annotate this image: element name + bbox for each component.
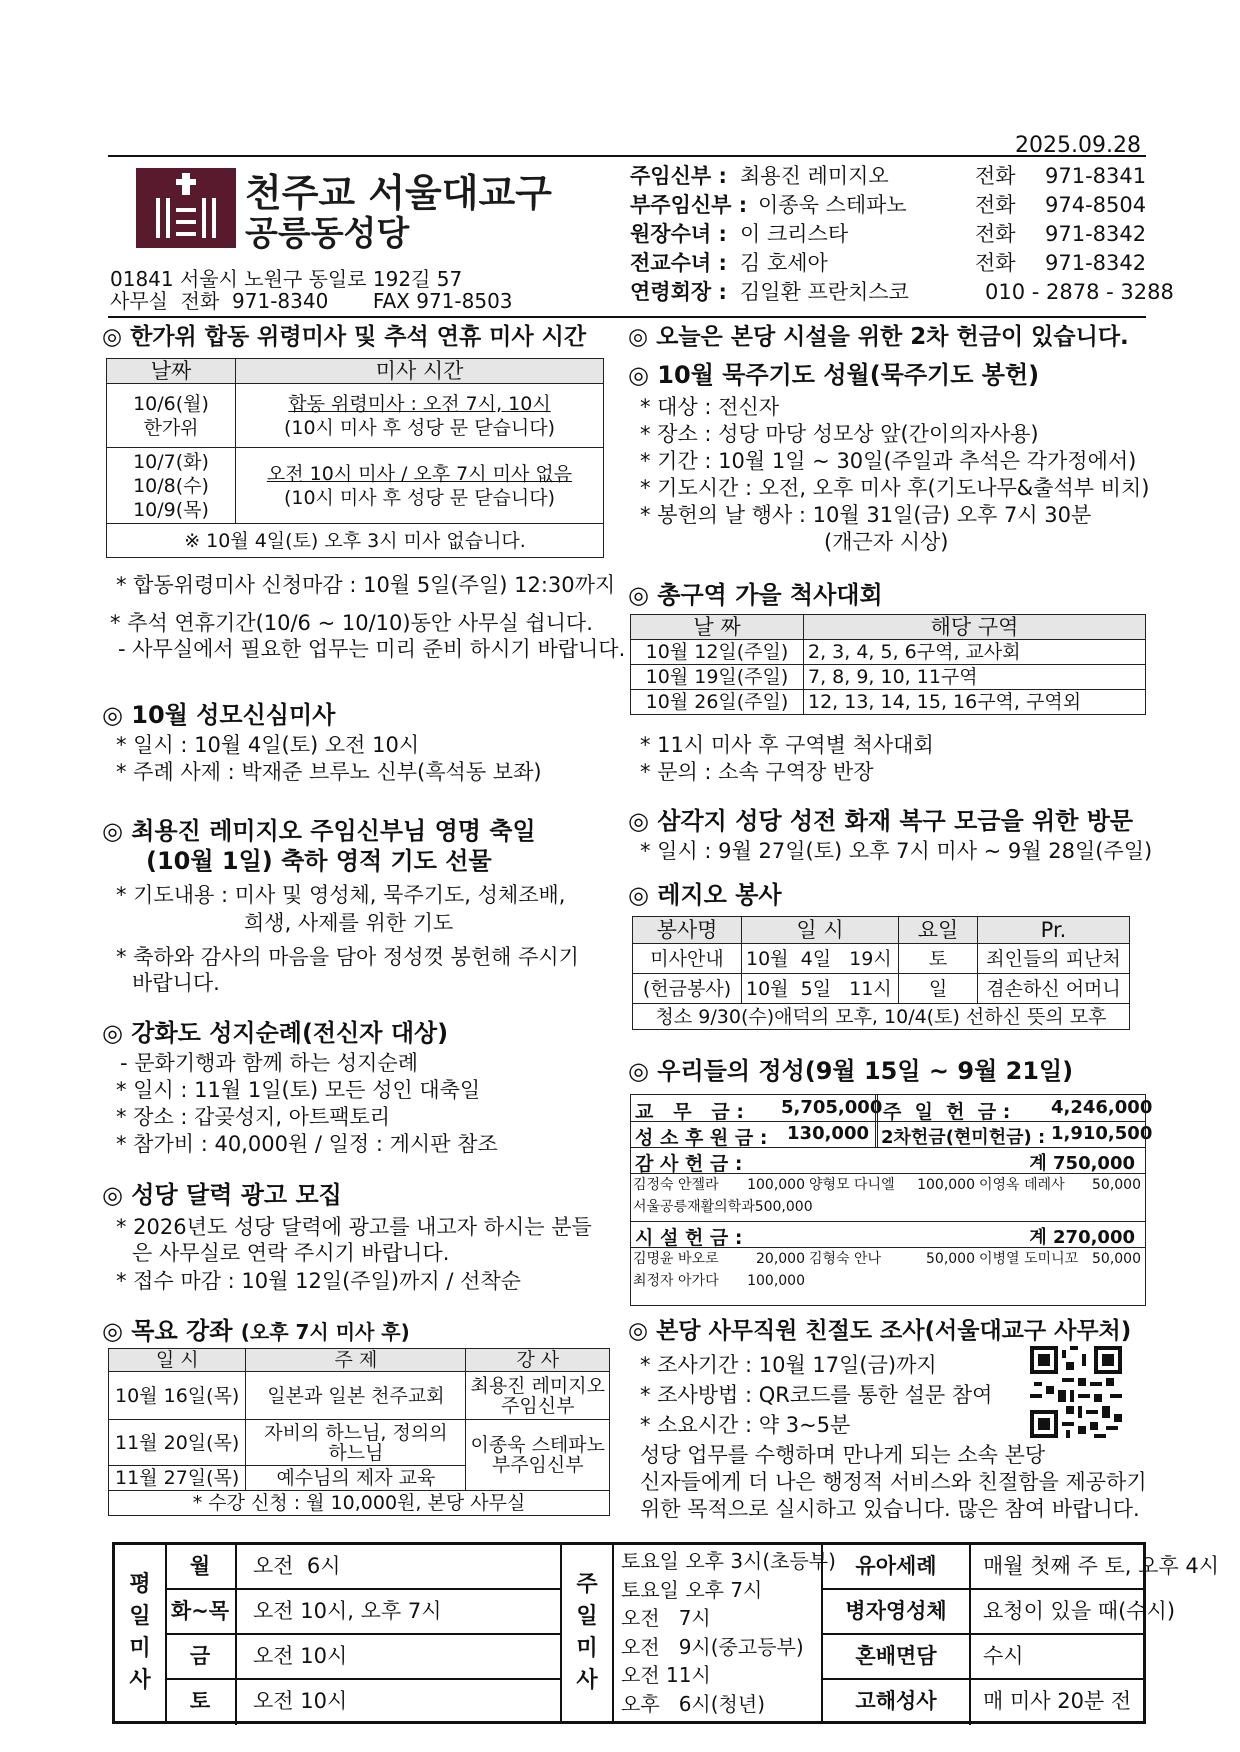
offering-amount: 130,000 [787, 1123, 869, 1144]
qr-code-icon[interactable] [1030, 1346, 1122, 1438]
donor-amount: 100,000 [747, 1177, 805, 1193]
mass-time: 토요일 오후 3시(초등부) [621, 1549, 836, 1573]
donor-name: 김명윤 바오로 [633, 1251, 719, 1267]
sacrament-time: 요청이 있을 때(수시) [983, 1599, 1176, 1623]
note: - 사무실에서 필요한 업무는 미리 준비 하시기 바랍니다. [118, 637, 626, 661]
label-char: 사 [129, 1668, 151, 1693]
offering-total: 계 270,000 [1029, 1227, 1135, 1248]
section-title-calendar-ad: ◎ 성당 달력 광고 모집 [102, 1181, 342, 1209]
detail-line: * 기도시간 : 오전, 오후 미사 후(기도나무&출석부 비치) [640, 476, 1150, 500]
mass-time: 오전 10시, 오후 7시 [253, 1599, 442, 1623]
lecturer-title: 부주임신부 [491, 1454, 584, 1476]
mass-date: 10/6(월) [133, 392, 209, 415]
section-title-samgakji: ◎ 삼각지 성당 성전 화재 복구 모금을 위한 방문 [628, 807, 1134, 835]
section-title-chuseok: ◎ 한가위 합동 위령미사 및 추석 연휴 미사 시간 [102, 324, 587, 350]
section-title-rosary: ◎ 10월 묵주기도 성월(묵주기도 봉헌) [628, 361, 1040, 389]
staff-name: 이 크리스타 [740, 222, 849, 246]
donor-amount: 100,000 [917, 1177, 975, 1193]
donor-amount: 50,000 [926, 1251, 975, 1267]
section-title-marian-mass: ◎ 10월 성모신심미사 [102, 701, 336, 729]
game-districts: 12, 13, 14, 15, 16구역, 구역외 [804, 690, 1146, 715]
column-header: 날 짜 [631, 615, 804, 640]
section-title-pilgrimage: ◎ 강화도 성지순례(전신자 대상) [102, 1019, 449, 1047]
offering-label: 교 무 금 : [635, 1101, 744, 1123]
detail-line: - 문화기행과 함께 하는 성지순례 [120, 1051, 418, 1075]
day-label: 금 [189, 1644, 211, 1668]
mass-time: 오전 6시 [253, 1554, 341, 1578]
lecture-date: 11월 27일(목) [109, 1466, 246, 1491]
staff-row [630, 221, 1147, 250]
detail-line: * 장소 : 성당 마당 성모상 앞(간이의자사용) [640, 422, 1039, 446]
detail-line: 신자들에게 더 나은 행정적 서비스와 친절함을 제공하기 [640, 1470, 1147, 1494]
offering-amount: 1,910,500 [1051, 1123, 1153, 1144]
legio-role: (헌금봉사) [633, 974, 742, 1004]
mass-date: 10/7(화) [133, 450, 209, 473]
legio-date: 10월 5일 11시 [742, 974, 899, 1004]
section-title-offerings: ◎ 우리들의 정성(9월 15일 ~ 9월 21일) [628, 1057, 1074, 1085]
game-districts: 2, 3, 4, 5, 6구역, 교사회 [804, 640, 1146, 665]
mass-time: 합동 위령미사 : 오전 7시, 10시 [288, 392, 551, 415]
mass-time: 오전 10시 미사 / 오후 7시 미사 없음 [266, 462, 573, 485]
legio-day: 일 [899, 974, 978, 1004]
detail-line: 희생, 사제를 위한 기도 [244, 911, 454, 935]
sunday-mass-times [621, 1547, 836, 1718]
mass-time: 오전 9시(중고등부) [621, 1634, 804, 1659]
mass-note: (10시 미사 후 성당 문 닫습니다) [283, 486, 556, 509]
detail-line: * 기도내용 : 미사 및 영성체, 묵주기도, 성체조배, [116, 883, 566, 907]
detail-line: (개근자 시상) [824, 530, 949, 554]
mass-time: 오전 7시 [621, 1606, 711, 1630]
donor-amount: 100,000 [747, 1273, 805, 1289]
column-header: 봉사명 [633, 917, 742, 944]
column-header: 날짜 [107, 359, 236, 384]
mass-note: (10시 미사 후 성당 문 닫습니다) [283, 416, 556, 439]
sacrament-time: 매 미사 20분 전 [983, 1689, 1132, 1713]
sacrament-time: 수시 [983, 1644, 1024, 1668]
mass-date: 10/8(수) [133, 474, 209, 497]
sacrament-time: 매월 첫째 주 토, 오후 4시 [983, 1554, 1219, 1578]
mass-time: 오전 11시 [621, 1663, 711, 1687]
label-char: 일 [129, 1604, 151, 1629]
detail-line: * 조사기간 : 10월 17일(금)까지 [640, 1353, 937, 1377]
note: * 합동위령미사 신청마감 : 10월 5일(주일) 12:30까지 [116, 573, 616, 597]
detail-line: * 장소 : 갑곶성지, 아트팩토리 [116, 1105, 391, 1129]
detail-line: 바랍니다. [132, 971, 220, 995]
mass-date-note: 한가위 [143, 416, 199, 439]
lecturer-title: 주임신부 [501, 1394, 575, 1417]
sacrament-schedule [821, 1545, 1219, 1721]
staff-tel: 971-8342 [1045, 222, 1147, 246]
staff-role: 주임신부 : [630, 164, 727, 188]
table-footer-note: 청소 9/30(수)애덕의 모후, 10/4(토) 선하신 뜻의 모후 [633, 1004, 1130, 1030]
lecturer: 최용진 레미지오 [470, 1374, 605, 1397]
staff-row [630, 163, 1147, 192]
office-contact: 사무실 전화 971-8340 FAX 971-8503 [110, 289, 513, 313]
weekday-mass-label [115, 1545, 167, 1721]
staff-role: 전교수녀 : [630, 251, 727, 275]
detail-line: * 소요시간 : 약 3~5분 [640, 1413, 851, 1437]
staff-row [630, 279, 1174, 308]
donor-name: 김정숙 안젤라 [633, 1177, 719, 1193]
section-title-second-collection: ◎ 오늘은 본당 시설을 위한 2차 헌금이 있습니다. [628, 324, 1129, 350]
staff-tel: 010 - 2878 - 3288 [985, 280, 1174, 304]
game-date: 10월 12일(주일) [631, 640, 804, 665]
staff-tel-label: 전화 [975, 222, 1016, 246]
legio-pr: 죄인들의 피난처 [978, 944, 1130, 974]
staff-tel: 974-8504 [1045, 193, 1147, 217]
detail-line: * 11시 미사 후 구역별 척사대회 [640, 733, 934, 757]
sunday-mass-label [560, 1545, 614, 1721]
offering-label: 2차헌금(현미헌금) : [881, 1127, 1046, 1148]
donor-amount: 50,000 [1092, 1251, 1141, 1267]
section-title-yut-game: ◎ 총구역 가을 척사대회 [628, 581, 883, 609]
staff-tel: 971-8341 [1045, 164, 1147, 188]
note: * 추석 연휴기간(10/6 ~ 10/10)동안 사무실 쉽니다. [110, 611, 593, 635]
detail-line: * 기간 : 10월 1일 ~ 30일(주일과 추석은 각가정에서) [640, 449, 1137, 473]
detail-line: * 참가비 : 40,000원 / 일정 : 게시판 참조 [116, 1132, 498, 1156]
donor-name: 서울공릉재활의학과500,000 [633, 1199, 813, 1215]
donor-amount: 20,000 [756, 1251, 805, 1267]
detail-line: 은 사무실로 연락 주시기 바랍니다. [132, 1241, 450, 1265]
column-header: 요일 [899, 917, 978, 944]
parish-address: 01841 서울시 노원구 동일로 192길 57 [110, 267, 463, 291]
bulletin-date: 2025.09.28 [1015, 133, 1141, 158]
game-date: 10월 19일(주일) [631, 665, 804, 690]
offering-label: 감 사 헌 금 : [635, 1153, 743, 1175]
section-title-feast: ◎ 최용진 레미지오 주임신부님 영명 축일 [102, 817, 536, 845]
detail-line: * 문의 : 소속 구역장 반장 [640, 760, 874, 784]
label-char: 일 [576, 1604, 598, 1629]
offering-total: 계 750,000 [1029, 1153, 1135, 1174]
staff-role: 연령회장 : [630, 280, 727, 304]
lecture-topic: 일본과 일본 천주교회 [246, 1372, 466, 1420]
detail-line: * 일시 : 10월 4일(토) 오전 10시 [116, 733, 420, 757]
staff-tel: 971-8342 [1045, 251, 1147, 275]
table-footer-note: * 수강 신청 : 월 10,000원, 본당 사무실 [109, 1491, 610, 1516]
column-header: 미사 시간 [236, 359, 604, 384]
detail-line: * 주례 사제 : 박재준 브루노 신부(흑석동 보좌) [116, 760, 542, 784]
staff-name: 김일환 프란치스코 [740, 280, 909, 304]
lecture-topic: 자비의 하느님, 정의의 [264, 1421, 448, 1444]
lecture-date: 10월 16일(목) [109, 1372, 246, 1420]
column-header: 주 제 [246, 1349, 466, 1372]
detail-line: * 대상 : 전신자 [640, 395, 780, 419]
lecture-topic: 하느님 [328, 1441, 384, 1464]
detail-line: * 조사방법 : QR코드를 통한 설문 참여 [640, 1383, 993, 1407]
donor-name: 최정자 아가다 [633, 1273, 719, 1289]
game-districts: 7, 8, 9, 10, 11구역 [804, 665, 1146, 690]
cathedral-logo-icon [136, 168, 236, 248]
column-header: 일 시 [109, 1349, 246, 1372]
lecture-topic: 예수님의 제자 교육 [246, 1466, 466, 1491]
staff-tel-label: 전화 [975, 251, 1016, 275]
mass-time: 오전 10시 [253, 1689, 348, 1713]
parish-name-line2: 공릉동성당 [245, 214, 410, 254]
day-label: 화~목 [170, 1599, 230, 1623]
staff-tel-label: 전화 [975, 164, 1016, 188]
table-footer-note: ※ 10월 4일(토) 오후 3시 미사 없습니다. [107, 524, 604, 558]
legio-role: 미사안내 [633, 944, 742, 974]
label-char: 미 [129, 1636, 151, 1661]
mass-time: 토요일 오후 7시 [621, 1577, 763, 1602]
mass-time: 오전 10시 [253, 1644, 348, 1668]
donor-name: 양형모 다니엘 [809, 1177, 895, 1193]
detail-line: 위한 목적으로 실시하고 있습니다. 많은 참여 바랍니다. [640, 1497, 1140, 1521]
mass-time: 오후 6시(청년) [621, 1691, 766, 1716]
column-header: 일 시 [742, 917, 899, 944]
lecture-table [108, 1348, 610, 1516]
section-title-feast-2: (10월 1일) 축하 영적 기도 선물 [146, 847, 492, 875]
offerings-box [630, 1094, 1153, 1306]
staff-tel-label: 전화 [975, 193, 1016, 217]
detail-line: * 축하와 감사의 마음을 담아 정성껏 봉헌해 주시기 [116, 945, 579, 969]
detail-line: * 일시 : 11월 1일(토) 모든 성인 대축일 [116, 1078, 481, 1102]
detail-line: * 2026년도 성당 달력에 광고를 내고자 하시는 분들 [116, 1215, 592, 1239]
day-label: 월 [189, 1554, 211, 1578]
mass-date: 10/9(목) [133, 498, 209, 521]
lecturer: 이종욱 스테파노 [470, 1434, 605, 1456]
legio-day: 토 [899, 944, 978, 974]
offering-amount: 4,246,000 [1051, 1097, 1153, 1118]
donor-amount: 50,000 [1092, 1177, 1141, 1193]
legio-table [632, 916, 1130, 1030]
donor-name: 이병열 도미니꼬 [979, 1251, 1079, 1267]
lecture-title: ◎ 목요 강좌 [102, 1317, 233, 1345]
staff-role: 부주임신부 : [630, 193, 748, 217]
sacrament-label: 유아세례 [855, 1554, 937, 1578]
column-header: 강 사 [466, 1349, 610, 1372]
offering-amount: 5,705,000 [781, 1097, 883, 1118]
column-header: Pr. [978, 917, 1130, 944]
offering-label: 성 소 후 원 금 : [635, 1127, 768, 1149]
staff-role: 원장수녀 : [630, 222, 727, 246]
legio-pr: 겸손하신 어머니 [978, 974, 1130, 1004]
donor-name: 김형숙 안나 [809, 1251, 882, 1267]
parish-name-line1: 천주교 서울대교구 [245, 171, 552, 215]
section-title-lecture [102, 1316, 410, 1347]
mass-schedule-box [112, 1542, 1219, 1724]
sacrament-label: 고해성사 [855, 1689, 937, 1713]
weekday-mass-rows [165, 1545, 560, 1723]
offering-label: 주 일 헌 금 : [883, 1101, 1011, 1123]
section-title-legio: ◎ 레지오 봉사 [628, 881, 782, 909]
day-label: 토 [189, 1689, 211, 1713]
detail-line: * 접수 마감 : 10월 12일(주일)까지 / 선착순 [116, 1269, 521, 1293]
sacrament-label: 혼배면담 [855, 1644, 937, 1668]
staff-name: 이종욱 스테파노 [758, 193, 907, 217]
staff-row [630, 192, 1147, 221]
chuseok-mass-table [106, 358, 604, 558]
offering-label: 시 설 헌 금 : [635, 1227, 743, 1249]
detail-line: 성당 업무를 수행하며 만나게 되는 소속 본당 [640, 1443, 1046, 1467]
label-char: 사 [576, 1668, 598, 1693]
legio-date: 10월 4일 19시 [742, 944, 899, 974]
staff-list [630, 163, 1174, 308]
column-header: 해당 구역 [804, 615, 1146, 640]
staff-name: 김 호세아 [740, 251, 828, 275]
staff-name: 최용진 레미지오 [740, 164, 889, 188]
staff-row [630, 250, 1147, 279]
label-char: 미 [576, 1636, 598, 1661]
yut-game-table [630, 614, 1146, 715]
label-char: 주 [576, 1572, 598, 1597]
sacrament-label: 병자영성체 [845, 1599, 947, 1623]
game-date: 10월 26일(주일) [631, 690, 804, 715]
lecture-date: 11월 20일(목) [109, 1420, 246, 1466]
donor-name: 이영옥 데레사 [979, 1177, 1065, 1193]
detail-line: * 일시 : 9월 27일(토) 오후 7시 미사 ~ 9월 28일(주일) [640, 839, 1153, 863]
detail-line: * 봉헌의 날 행사 : 10월 31일(금) 오후 7시 30분 [640, 503, 1092, 527]
section-title-survey: ◎ 본당 사무직원 친절도 조사(서울대교구 사무처) [628, 1318, 1132, 1344]
label-char: 평 [129, 1572, 151, 1597]
lecture-subtitle: (오후 7시 미사 후) [240, 1320, 410, 1344]
